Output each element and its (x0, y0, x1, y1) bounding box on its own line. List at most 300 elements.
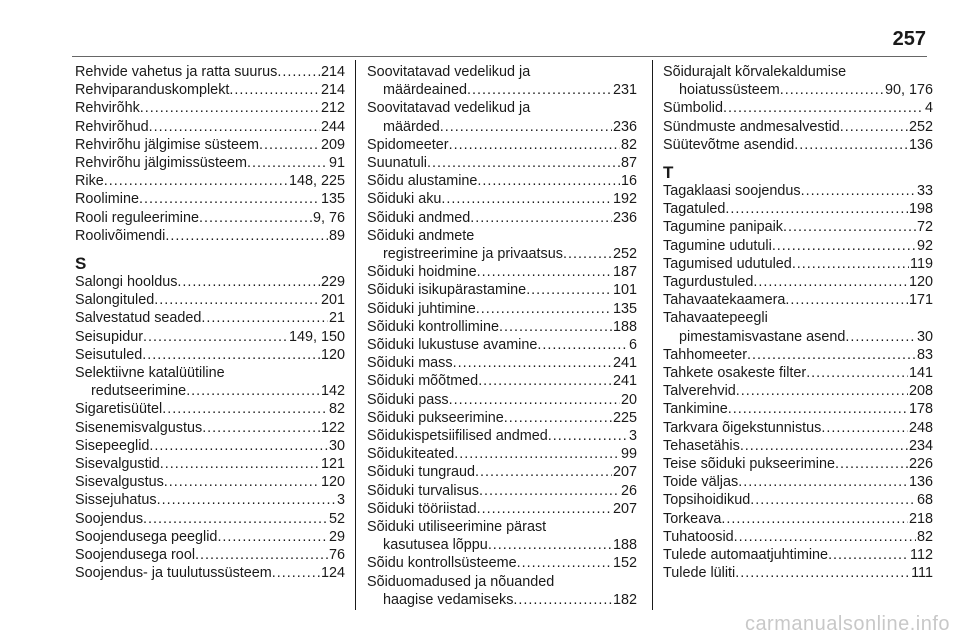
index-entry (75, 546, 345, 564)
dot-leader (753, 273, 908, 291)
index-term: Salongituled (75, 292, 155, 309)
index-entry (75, 99, 345, 117)
index-entry (75, 190, 345, 208)
index-term: Tagumised udutuled (663, 255, 792, 272)
page-reference: 226 (908, 456, 933, 473)
index-column-2 (367, 63, 637, 609)
index-entry (75, 291, 345, 309)
dot-leader (477, 500, 612, 518)
index-term: Rehvide vahetus ja ratta suurus (75, 64, 278, 80)
index-entry (663, 437, 933, 455)
dot-leader (772, 237, 916, 255)
page-reference: 82 (328, 401, 345, 418)
page-reference: 92 (916, 237, 933, 254)
page-reference: 188 (612, 537, 637, 554)
page-reference: 30 (328, 437, 345, 454)
index-term: Tankimine (663, 401, 728, 418)
dot-leader (747, 346, 916, 364)
index-entry (75, 136, 345, 154)
page-reference: 29 (328, 528, 345, 545)
dot-leader (217, 528, 328, 546)
index-entry (75, 437, 345, 455)
dot-leader (548, 427, 628, 445)
index-entry (367, 573, 637, 609)
dot-leader (440, 118, 612, 136)
page-reference: 188 (612, 318, 637, 335)
dot-leader (165, 227, 328, 245)
index-entry (663, 510, 933, 528)
dot-leader (140, 99, 320, 117)
column-separator (355, 60, 356, 610)
dot-leader (728, 400, 908, 418)
index-term: Sõidu alustamine (367, 173, 478, 190)
dot-leader (488, 536, 612, 554)
index-term: Rooli reguleerimine (75, 209, 199, 226)
page-reference: 187 (612, 264, 637, 281)
index-term: Sõiduki juhtimine (367, 300, 476, 317)
dot-leader (734, 528, 916, 546)
page-reference: 16 (620, 173, 637, 190)
index-term: Rehvirõhud (75, 118, 149, 135)
page-reference: 192 (612, 191, 637, 208)
page-reference: 234 (908, 437, 933, 454)
index-entry (663, 273, 933, 291)
index-term: Sõiduki andmed (367, 209, 471, 226)
page-reference: 236 (612, 118, 637, 135)
index-term: Rehviparanduskomplekt (75, 82, 230, 99)
page-reference: 72 (916, 219, 933, 236)
page-reference: 90, 176 (884, 82, 933, 99)
dot-leader (563, 245, 612, 263)
page-reference: 76 (328, 547, 345, 564)
index-entry (367, 482, 637, 500)
page-reference: 82 (620, 136, 637, 153)
index-entry (367, 209, 637, 227)
dot-leader (160, 455, 320, 473)
index-term: Talverehvid (663, 383, 736, 400)
dot-leader (735, 564, 910, 582)
index-term: Roolivõimendi (75, 227, 166, 244)
index-term: Sümbolid (663, 100, 723, 117)
page-reference: 212 (320, 100, 345, 117)
index-entry (663, 218, 933, 236)
index-entry (75, 510, 345, 528)
watermark: carmanualsonline.info (744, 613, 950, 635)
page-reference: 122 (320, 419, 345, 436)
index-term: Tagumine udutuli (663, 237, 772, 254)
index-entry (75, 400, 345, 418)
index-term: Rehvirõhu jälgimise süsteem (75, 136, 259, 153)
index-term: Sõiduki pukseerimine (367, 409, 504, 426)
dot-leader (475, 463, 612, 481)
index-entry (75, 172, 345, 190)
index-entry (367, 172, 637, 190)
dot-leader (154, 291, 320, 309)
page-reference: 6 (628, 337, 637, 354)
dot-leader (247, 154, 328, 172)
index-entry (75, 81, 345, 99)
page-reference: 152 (612, 555, 637, 572)
dot-leader (513, 591, 612, 609)
page-reference: 142 (320, 383, 345, 400)
dot-leader (785, 291, 908, 309)
index-entry (75, 364, 345, 400)
index-entry (367, 518, 637, 554)
dot-leader (477, 263, 612, 281)
dot-leader (199, 209, 312, 227)
index-term: Tahavaatekaamera (663, 292, 786, 309)
page-reference: 178 (908, 401, 933, 418)
index-entry (663, 237, 933, 255)
dot-leader (139, 190, 320, 208)
index-entry (663, 491, 933, 509)
dot-leader (453, 354, 612, 372)
page-reference: 208 (908, 383, 933, 400)
dot-leader (201, 309, 328, 327)
page-reference: 244 (320, 118, 345, 135)
index-entry (367, 154, 637, 172)
index-entry (367, 99, 637, 135)
index-entry (367, 190, 637, 208)
index-term: Sõiduki lukustuse avamine (367, 337, 538, 354)
index-entry (367, 300, 637, 318)
dot-leader (104, 172, 288, 190)
page-reference: 207 (612, 500, 637, 517)
index-column-1 (75, 63, 345, 582)
page-reference: 101 (612, 282, 637, 299)
index-term: Soojendusega peeglid (75, 528, 218, 545)
index-term: Tuhatoosid (663, 528, 734, 545)
dot-leader (723, 99, 924, 117)
dot-leader (142, 346, 320, 364)
index-entry (663, 118, 933, 136)
index-entry (75, 491, 345, 509)
index-term: Tulede lüliti (663, 565, 736, 582)
page-reference: 120 (320, 346, 345, 363)
index-term: Roolimine (75, 191, 139, 208)
index-term: Sõiduki tööriistad (367, 500, 477, 517)
dot-leader (740, 437, 908, 455)
dot-leader (845, 328, 916, 346)
section-letter: T (663, 163, 674, 183)
dot-leader (195, 546, 328, 564)
dot-leader (792, 255, 909, 273)
index-entry (367, 391, 637, 409)
index-entry (75, 209, 345, 227)
index-term-continuation: redutseerimine (91, 383, 187, 400)
page-reference: 214 (320, 64, 345, 80)
index-term: Soojendus- ja tuulutussüsteem (75, 565, 272, 582)
index-entry (663, 182, 933, 200)
page-reference: 121 (320, 456, 345, 473)
dot-leader (801, 182, 916, 200)
index-entry (75, 528, 345, 546)
page-reference: 248 (908, 419, 933, 436)
page-reference: 241 (612, 373, 637, 390)
index-term: Selektiivne katalüütiline (75, 365, 225, 382)
dot-leader (736, 382, 908, 400)
index-term: Rehvirõhk (75, 100, 140, 117)
page-reference: 26 (620, 482, 637, 499)
index-term: Sisepeeglid (75, 437, 150, 454)
index-term: Seisupidur (75, 328, 143, 345)
dot-leader (143, 328, 288, 346)
dot-leader (441, 190, 612, 208)
index-term: Salvestatud seaded (75, 310, 202, 327)
index-term: Tagurdustuled (663, 274, 754, 291)
page-reference: 87 (620, 155, 637, 172)
page-reference: 20 (620, 391, 637, 408)
dot-leader (259, 136, 320, 154)
page-reference: 119 (910, 255, 933, 272)
index-term: Sõiduki utiliseerimine pärast (367, 519, 547, 536)
dot-leader (202, 419, 320, 437)
index-entry (367, 554, 637, 572)
page-reference: 3 (336, 492, 345, 509)
dot-leader (476, 300, 612, 318)
dot-leader (454, 445, 620, 463)
dot-leader (470, 209, 612, 227)
index-term: Sissejuhatus (75, 492, 157, 509)
index-term: Tulede automaatjuhtimine (663, 547, 829, 564)
index-entry (663, 528, 933, 546)
index-term: Sõiduki mõõtmed (367, 373, 479, 390)
page-reference: 231 (612, 82, 637, 99)
index-entry (663, 200, 933, 218)
page-reference: 214 (320, 82, 345, 99)
index-term: Sõiduki andmete (367, 227, 475, 244)
index-entry (75, 346, 345, 364)
dot-leader (821, 419, 908, 437)
page-reference: 241 (612, 355, 637, 372)
index-term: Teise sõiduki pukseerimine (663, 456, 835, 473)
index-term: Sisevalgustus (75, 474, 164, 491)
dot-leader (149, 118, 320, 136)
page-reference: 68 (916, 492, 933, 509)
dot-leader (477, 172, 620, 190)
index-term: Salongi hooldus (75, 274, 178, 291)
dot-leader (537, 336, 628, 354)
dot-leader (517, 554, 612, 572)
page-reference: 198 (908, 201, 933, 218)
index-entry (75, 564, 345, 582)
page-reference: 207 (612, 464, 637, 481)
dot-leader (794, 136, 908, 154)
dot-leader (738, 473, 908, 491)
index-term: Suunatuli (367, 155, 428, 172)
index-entry (663, 309, 933, 345)
page-reference: 136 (908, 474, 933, 491)
page-reference: 135 (320, 191, 345, 208)
index-term: Sõiduki isikupärastamine (367, 282, 527, 299)
index-term: Sündmuste andmesalvestid (663, 118, 840, 135)
index-column-3 (663, 63, 933, 582)
page-reference: 112 (910, 547, 933, 564)
dot-leader (449, 391, 620, 409)
index-entry (367, 263, 637, 281)
index-term-continuation: määrdeained (383, 82, 468, 99)
index-term: Toide väljas (663, 474, 739, 491)
dot-leader (721, 510, 908, 528)
index-term: Soojendusega rool (75, 547, 196, 564)
page-reference: 209 (320, 136, 345, 153)
index-entry (663, 291, 933, 309)
index-entry (663, 136, 933, 154)
index-term: Sõiduki tungraud (367, 464, 476, 481)
index-term: Tahhomeeter (663, 346, 747, 363)
dot-leader (780, 81, 884, 99)
page-reference: 182 (612, 591, 637, 608)
index-entry (75, 63, 345, 81)
index-term-continuation: määrded (383, 118, 440, 135)
dot-leader (467, 81, 612, 99)
dot-leader (750, 491, 916, 509)
page-reference: 120 (320, 474, 345, 491)
index-term: Sisevalgustid (75, 456, 160, 473)
index-term: Sõiduomadused ja nõuanded (367, 573, 555, 590)
column-separator (652, 60, 653, 610)
page-reference: 21 (328, 310, 345, 327)
index-term: Tahavaatepeegli (663, 310, 768, 327)
dot-leader (272, 564, 320, 582)
index-entry (367, 463, 637, 481)
index-entry (663, 382, 933, 400)
index-term: Tarkvara õigekstunnistus (663, 419, 822, 436)
index-entry (663, 455, 933, 473)
index-entry (75, 118, 345, 136)
page-reference: 91 (328, 155, 345, 172)
index-entry (367, 63, 637, 99)
dot-leader (143, 510, 328, 528)
page-reference: 201 (320, 292, 345, 309)
page-reference: 252 (612, 246, 637, 263)
dot-leader (499, 318, 612, 336)
index-entry (75, 227, 345, 245)
dot-leader (478, 372, 612, 390)
index-entry (75, 328, 345, 346)
index-entry (663, 419, 933, 437)
index-term: Tehasetähis (663, 437, 740, 454)
index-entry (367, 227, 637, 263)
index-entry (663, 346, 933, 364)
index-entry (75, 473, 345, 491)
dot-leader (725, 200, 908, 218)
index-term: Sigaretisüütel (75, 401, 163, 418)
index-term: Soovitatavad vedelikud ja (367, 100, 531, 117)
index-term: Sisenemisvalgustus (75, 419, 203, 436)
page-reference: 120 (908, 274, 933, 291)
page-number: 257 (892, 28, 926, 50)
index-entry (663, 364, 933, 382)
dot-leader (504, 409, 612, 427)
index-term: Sõidukispetsiifilised andmed (367, 428, 548, 445)
index-term: Tahkete osakeste filter (663, 365, 807, 382)
dot-leader (149, 437, 328, 455)
index-term: Süütevõtme asendid (663, 136, 795, 153)
page-reference: 83 (916, 346, 933, 363)
index-entry (367, 354, 637, 372)
index-entry (663, 546, 933, 564)
index-term: Torkeava (663, 510, 722, 527)
index-term: Sõidurajalt kõrvalekaldumise (663, 64, 847, 80)
page-reference: 148, 225 (288, 173, 345, 190)
index-term: Sõiduki hoidmine (367, 264, 477, 281)
index-entry (663, 99, 933, 117)
page-reference: 136 (908, 136, 933, 153)
page-reference: 111 (911, 565, 933, 582)
index-entry (367, 281, 637, 299)
page-reference: 52 (328, 510, 345, 527)
index-term: Tagaklaasi soojendus (663, 183, 801, 200)
section-letter: S (75, 254, 87, 274)
page-reference: 99 (620, 446, 637, 463)
index-entry (663, 63, 933, 99)
index-entry (75, 273, 345, 291)
dot-leader (840, 118, 908, 136)
index-term: Sõiduki aku (367, 191, 442, 208)
index-entry (367, 500, 637, 518)
dot-leader (186, 382, 320, 400)
page-reference: 89 (328, 227, 345, 244)
index-entry (367, 445, 637, 463)
dot-leader (835, 455, 908, 473)
dot-leader (828, 546, 909, 564)
index-term: Sõidu kontrollsüsteeme (367, 555, 517, 572)
index-entry (663, 564, 933, 582)
page-reference: 4 (924, 100, 933, 117)
page-reference: 236 (612, 209, 637, 226)
dot-leader (806, 364, 908, 382)
index-term: Rike (75, 173, 104, 190)
index-term-continuation: registreerimine ja privaatsus (383, 246, 563, 263)
index-entry (75, 455, 345, 473)
dot-leader (157, 491, 336, 509)
index-term: Sõidukiteated (367, 446, 455, 463)
index-entry (663, 255, 933, 273)
page-reference: 229 (320, 274, 345, 291)
index-entry (367, 318, 637, 336)
index-entry (663, 473, 933, 491)
index-term: Rehvirõhu jälgimissüsteem (75, 155, 247, 172)
page-reference: 3 (628, 428, 637, 445)
dot-leader (177, 273, 320, 291)
page-reference: 135 (612, 300, 637, 317)
index-term-continuation: haagise vedamiseks (383, 591, 514, 608)
page-reference: 30 (916, 328, 933, 345)
dot-leader (277, 63, 320, 81)
index-term: Sõiduki turvalisus (367, 482, 479, 499)
dot-leader (449, 136, 620, 154)
page-reference: 124 (320, 565, 345, 582)
dot-leader (479, 482, 620, 500)
index-entry (367, 336, 637, 354)
page-reference: 225 (612, 409, 637, 426)
index-term: Topsihoidikud (663, 492, 751, 509)
page-reference: 218 (908, 510, 933, 527)
index-term: Seisutuled (75, 346, 143, 363)
header-rule (72, 56, 927, 57)
index-term: Tagumine panipaik (663, 219, 784, 236)
index-term: Soojendus (75, 510, 144, 527)
dot-leader (229, 81, 320, 99)
index-entry (367, 427, 637, 445)
index-term-continuation: hoiatussüsteem (679, 82, 780, 99)
dot-leader (526, 281, 612, 299)
index-entry (75, 419, 345, 437)
dot-leader (162, 400, 328, 418)
dot-leader (427, 154, 620, 172)
page-reference: 82 (916, 528, 933, 545)
